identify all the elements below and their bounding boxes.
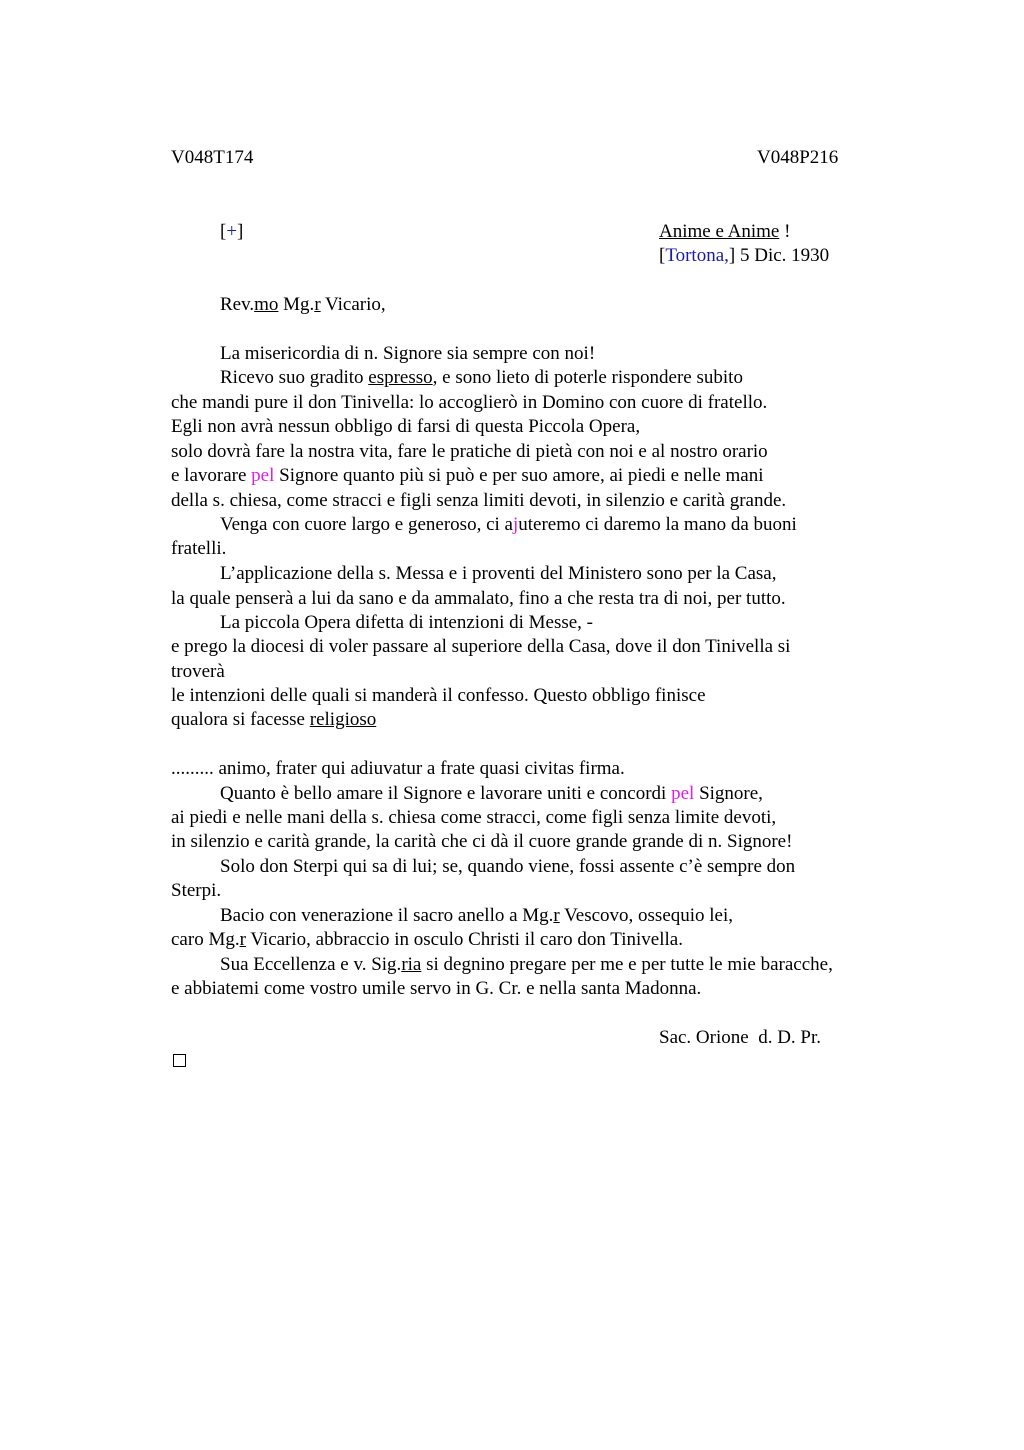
text: r <box>239 929 246 950</box>
body-line: le intenzioni delle quali si manderà il confesso. Questo obbligo finisce <box>171 685 706 706</box>
cross-icon: + <box>226 221 238 242</box>
signature: Sac. Orione d. D. Pr. <box>659 1027 822 1048</box>
body-line <box>220 782 763 806</box>
body-line: Egli non avrà nessun obbligo di farsi di questa Piccola Opera, <box>171 416 641 437</box>
title-underlined: Anime e Anime <box>659 221 780 242</box>
highlight-word: pel <box>251 465 275 486</box>
body-line: ......... animo, frater qui adiuvatur a frate quasi civitas firma. <box>171 758 625 779</box>
place-name: Tortona, <box>665 245 729 266</box>
text: Sua Eccellenza e v. Sig. <box>220 954 402 975</box>
body-line <box>220 513 797 537</box>
text: ria <box>401 954 422 975</box>
text: Vicario, abbraccio in osculo Christi il caro don Tinivella. <box>245 929 683 950</box>
text: Vescovo, ossequio lei, <box>559 905 734 926</box>
end-square-icon <box>173 1054 186 1067</box>
body-line: e prego la diocesi di voler passare al superiore della Casa, dove il don Tinivella si <box>171 636 791 657</box>
text: caro Mg. <box>171 929 240 950</box>
text: mo <box>254 294 279 315</box>
text: r <box>553 905 560 926</box>
text: Vicario, <box>320 294 386 315</box>
text: Quanto è bello amare il Signore e lavorare uniti e concordi <box>220 783 672 804</box>
body-line <box>220 904 733 928</box>
cross-marker <box>220 220 243 244</box>
bracket: ] <box>237 221 244 242</box>
body-line: solo dovrà fare la nostra vita, fare le pratiche di pietà con noi e al nostro orario <box>171 441 768 462</box>
body-line: fratelli. <box>171 538 227 559</box>
date-text: ] 5 Dic. 1930 <box>728 245 830 266</box>
text: Rev. <box>220 294 255 315</box>
text: Signore, <box>694 783 763 804</box>
body-line: e abbiatemi come vostro umile servo in G. Cr. e nella santa Madonna. <box>171 978 702 999</box>
text: r <box>314 294 321 315</box>
document-code-left: V048T174 <box>171 147 254 168</box>
document-code-right: V048P216 <box>757 147 839 168</box>
text: uteremo ci daremo la mano da buoni <box>518 514 797 535</box>
text: espresso <box>368 367 433 388</box>
text: religioso <box>309 709 377 730</box>
title-rest: ! <box>779 221 791 242</box>
text: Bacio con venerazione il sacro anello a Mg. <box>220 905 554 926</box>
body-line: la quale penserà a lui da sano e da ammalato, fino a che resta tra di noi, per tutto. <box>171 588 786 609</box>
body-line: La piccola Opera difetta di intenzioni di Messe, - <box>220 612 594 633</box>
body-line: della s. chiesa, come stracci e figli senza limiti devoti, in silenzio e carità grande. <box>171 490 787 511</box>
body-line <box>220 366 743 390</box>
text: qualora si facesse <box>171 709 310 730</box>
body-line: in silenzio e carità grande, la carità che ci dà il cuore grande grande di n. Signore! <box>171 831 793 852</box>
body-line: ai piedi e nelle mani della s. chiesa come stracci, come figli senza limite devoti, <box>171 807 777 828</box>
body-line <box>171 708 376 732</box>
body-line: che mandi pure il don Tinivella: lo accoglierò in Domino con cuore di fratello. <box>171 392 768 413</box>
body-line: Sterpi. <box>171 880 222 901</box>
bracket: [ <box>220 221 227 242</box>
letter-date <box>659 244 829 268</box>
text: Mg. <box>278 294 315 315</box>
body-line <box>171 464 764 488</box>
body-line <box>171 928 683 952</box>
text: si degnino pregare per me e per tutte le mie baracche, <box>421 954 833 975</box>
text: Ricevo suo gradito <box>220 367 369 388</box>
body-line: La misericordia di n. Signore sia sempre con noi! <box>220 343 596 364</box>
body-line: Solo don Sterpi qui sa di lui; se, quando viene, fossi assente c’è sempre don <box>220 856 796 877</box>
text: Signore quanto più si può e per suo amore, ai piedi e nelle mani <box>274 465 764 486</box>
highlight-letter: j <box>512 514 519 535</box>
text: Venga con cuore largo e generoso, ci a <box>220 514 513 535</box>
body-line: L’applicazione della s. Messa e i proventi del Ministero sono per la Casa, <box>220 563 777 584</box>
letter-title <box>659 220 790 244</box>
text: e lavorare <box>171 465 252 486</box>
body-line <box>220 953 833 977</box>
text: , e sono lieto di poterle rispondere subito <box>432 367 743 388</box>
bracket: [ <box>659 245 666 266</box>
salutation <box>220 293 386 317</box>
body-line: troverà <box>171 661 225 682</box>
highlight-word: pel <box>671 783 695 804</box>
